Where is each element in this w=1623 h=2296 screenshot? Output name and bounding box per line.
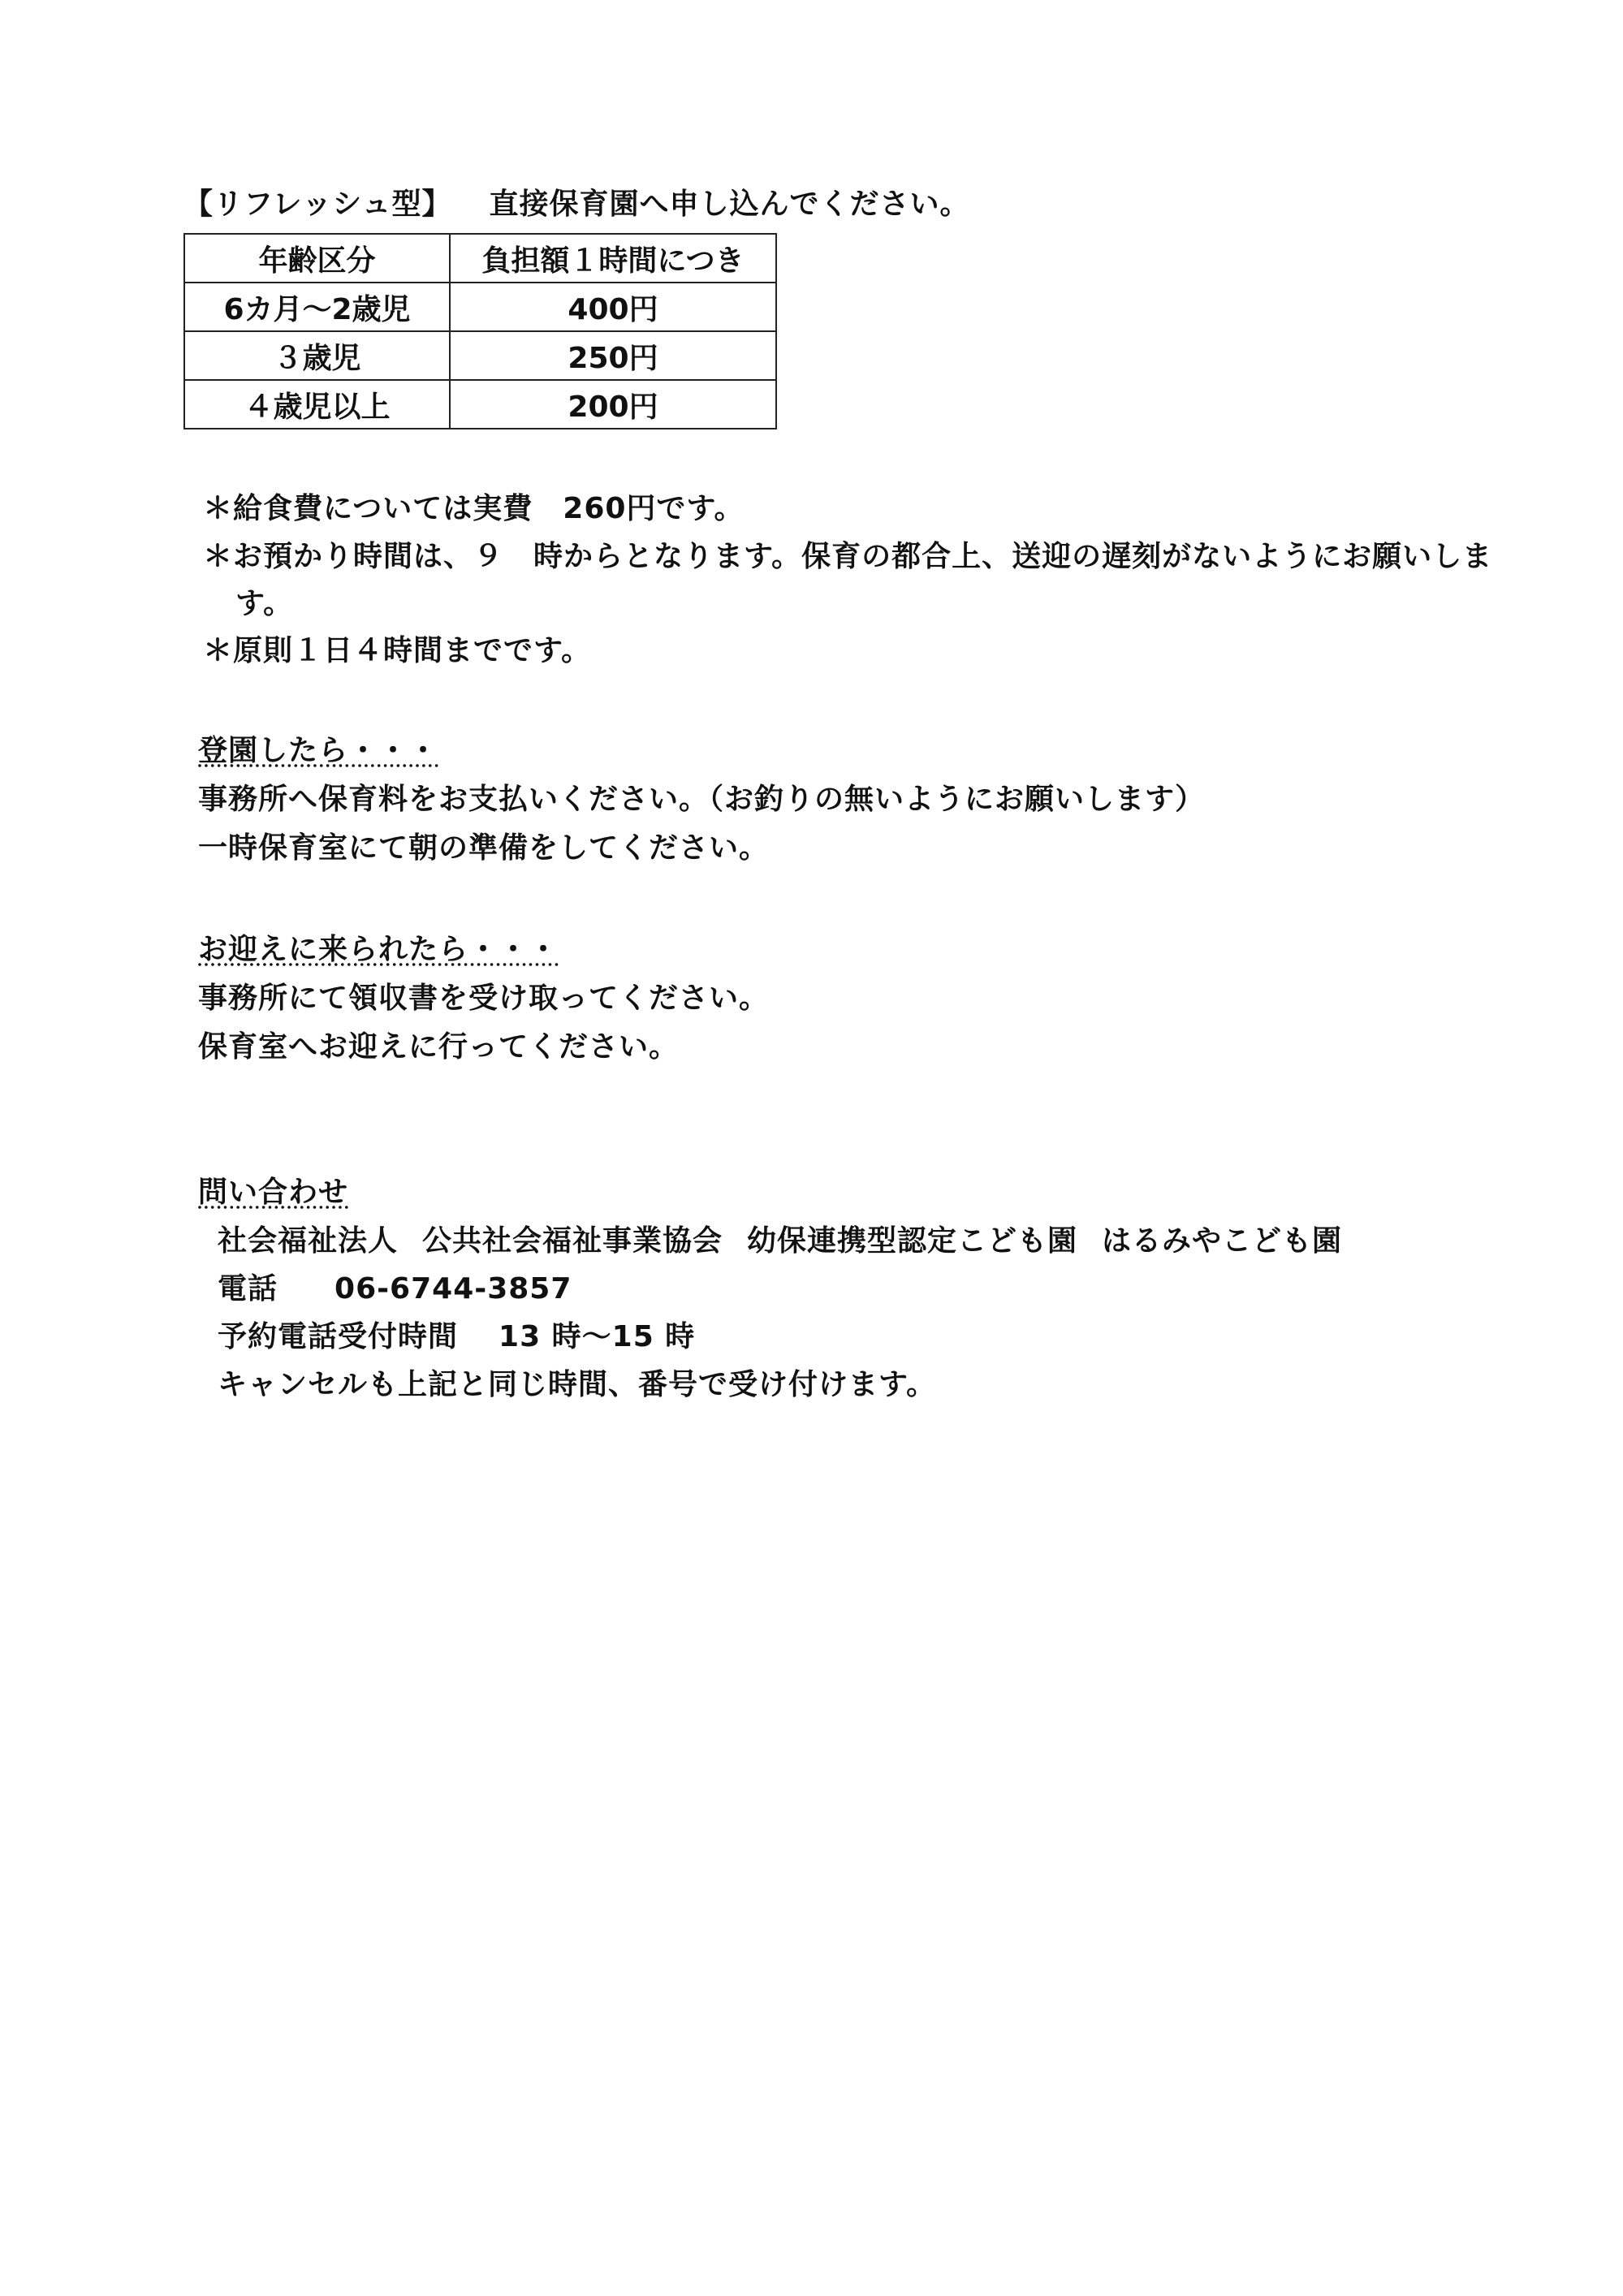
pickup-instruction-room: 保育室へお迎えに行ってください。	[198, 1030, 680, 1064]
table-cell-age: ３歳児	[184, 331, 450, 380]
note-hours-continued: す。	[235, 587, 294, 620]
note-meal: ＊給食費については実費 260円です。	[203, 492, 745, 525]
reservation-hours-row	[218, 1319, 695, 1355]
phone-row	[218, 1271, 572, 1307]
cancel-note: キャンセルも上記と同じ時間、番号で受け付けます。	[218, 1368, 937, 1401]
column-header-age: 年齢区分	[184, 234, 450, 283]
org-kindergarten-name: はるみやこども園	[1102, 1224, 1343, 1258]
arrival-heading: 登園したら・・・	[198, 734, 439, 767]
fee-table	[183, 233, 777, 429]
pickup-heading: お迎えに来られたら・・・	[198, 933, 559, 966]
table-cell-fee: 200円	[450, 380, 776, 429]
section-title	[183, 187, 970, 222]
arrival-instruction-payment: 事務所へ保育料をお支払いください。（お釣りの無いようにお願いします）	[198, 783, 1206, 816]
application-instruction: 直接保育園へ申し込んでください。	[489, 188, 970, 221]
reservation-hours-value: 13 時～15 時	[499, 1320, 696, 1353]
reservation-hours-label: 予約電話受付時間	[218, 1320, 459, 1353]
org-association: 公共社会福祉事業協会	[422, 1224, 723, 1258]
table-cell-fee: 400円	[450, 283, 776, 331]
table-header-row	[184, 234, 776, 283]
organization-name	[218, 1224, 1342, 1259]
org-type: 幼保連携型認定こども園	[747, 1224, 1078, 1258]
phone-number: 06-6744-3857	[335, 1272, 572, 1306]
column-header-fee: 負担額１時間につき	[450, 234, 776, 283]
table-row	[184, 331, 776, 380]
refresh-type-label: 【リフレッシュ型】	[183, 188, 452, 221]
note-hours: ＊お預かり時間は、９ 時からとなります。保育の都合上、送迎の遅刻がないようにお願いしま	[203, 540, 1493, 573]
table-cell-fee: 250円	[450, 331, 776, 380]
table-cell-age: ４歳児以上	[184, 380, 450, 429]
phone-label: 電話	[218, 1272, 278, 1306]
pickup-instruction-receipt: 事務所にて領収書を受け取ってください。	[198, 982, 770, 1015]
table-row	[184, 283, 776, 331]
table-row	[184, 380, 776, 429]
table-cell-age: 6カ月～2歳児	[184, 283, 450, 331]
org-corporation: 社会福祉法人	[218, 1224, 399, 1258]
note-limit: ＊原則１日４時間までです。	[203, 634, 592, 667]
contact-heading: 問い合わせ	[198, 1176, 349, 1209]
arrival-instruction-preparation: 一時保育室にて朝の準備をしてください。	[198, 831, 770, 865]
